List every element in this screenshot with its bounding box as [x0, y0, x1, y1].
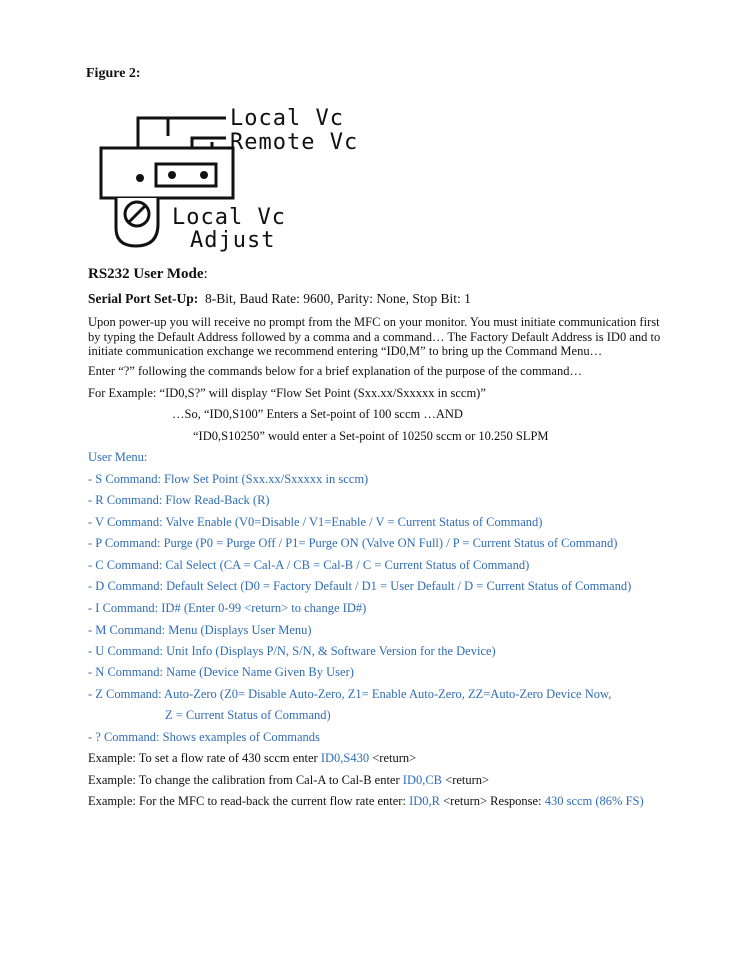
readback-response: 430 sccm (86% FS) — [544, 794, 644, 808]
menu-item-m: - M Command: Menu (Displays User Menu) — [88, 623, 312, 637]
section-heading: RS232 User Mode: — [88, 266, 208, 282]
menu-item-r: - R Command: Flow Read-Back (R) — [88, 493, 270, 507]
example-line-2: …So, “ID0,S100” Enters a Set-point of 100 sccm …AND — [172, 407, 463, 421]
menu-item-v: - V Command: Valve Enable (V0=Disable / V1=Enable / V = Current Status of Command) — [88, 515, 543, 529]
serial-value: 8-Bit, Baud Rate: 9600, Parity: None, Stop Bit: 1 — [204, 291, 471, 306]
board-outline — [101, 148, 233, 198]
example-line-1: For Example: “ID0,S?” will display “Flow Set Point (Sxx.xx/Sxxxxx in sccm)” — [88, 386, 486, 400]
menu-item-z: - Z Command: Auto-Zero (Z0= Disable Auto-Zero, Z1= Enable Auto-Zero, ZZ=Auto-Zero Device Now, — [88, 687, 612, 701]
pin-3 — [200, 171, 208, 179]
menu-item-i: - I Command: ID# (Enter 0-99 <return> to change ID#) — [88, 601, 367, 615]
menu-item-c: - C Command: Cal Select (CA = Cal-A / CB = Cal-B / C = Current Status of Command) — [88, 558, 530, 572]
enter-instruction: Enter “?” following the commands below for a brief explanation of the purpose of the command… — [88, 364, 582, 378]
command-id0-r: ID0,R — [409, 794, 440, 808]
pin-2 — [168, 171, 176, 179]
serial-label: Serial Port Set-Up: — [88, 291, 199, 306]
figure-title: Figure 2: — [86, 66, 141, 81]
serial-port-setup — [88, 291, 471, 307]
user-menu-title: User Menu: — [88, 450, 148, 464]
label-local-vc-adjust-2: Adjust — [190, 228, 276, 253]
menu-item-s: - S Command: Flow Set Point (Sxx.xx/Sxxxxx in sccm) — [88, 472, 369, 486]
jumper-diagram — [96, 100, 386, 260]
menu-item-u: - U Command: Unit Info (Displays P/N, S/N, & Software Version for the Device) — [88, 644, 496, 658]
menu-item-z-continuation: Z = Current Status of Command) — [165, 708, 331, 722]
intro-paragraph: Upon power-up you will receive no prompt from the MFC on your monitor. You must initiate communication first by typing the Default Address followed by a comma and a command… The Factory Default Address is ID0 and to initiate communication exchange we recommend entering “ID0,M” to bring up the Command Menu… — [88, 315, 661, 358]
menu-item-n: - N Command: Name (Device Name Given By User) — [88, 665, 354, 679]
menu-item-p: - P Command: Purge (P0 = Purge Off / P1= Purge ON (Valve ON Full) / P = Current Status of Command) — [88, 536, 618, 550]
label-local-vc-adjust-1: Local Vc — [172, 205, 286, 230]
example-line-3: “ID0,S10250” would enter a Set-point of 10250 sccm or 10.250 SLPM — [193, 429, 549, 443]
example-set-flow: Example: To set a flow rate of 430 sccm enter ID0,S430 <return> — [88, 751, 417, 765]
label-local-vc: Local Vc — [230, 106, 344, 131]
example-readback: Example: For the MFC to read-back the current flow rate enter: ID0,R <return> Response: 430 sccm (86% FS) — [88, 794, 644, 808]
command-id0-s430: ID0,S430 — [320, 751, 370, 765]
pot-housing — [116, 198, 158, 246]
pin-1 — [136, 174, 144, 182]
command-id0-cb: ID0,CB — [402, 773, 443, 787]
menu-item-d: - D Command: Default Select (D0 = Factory Default / D1 = User Default / D = Current Status of Command) — [88, 579, 632, 593]
example-change-cal: Example: To change the calibration from Cal-A to Cal-B enter ID0,CB <return> — [88, 773, 490, 787]
label-remote-vc: Remote Vc — [230, 130, 359, 155]
menu-item-question: - ? Command: Shows examples of Commands — [88, 730, 320, 744]
